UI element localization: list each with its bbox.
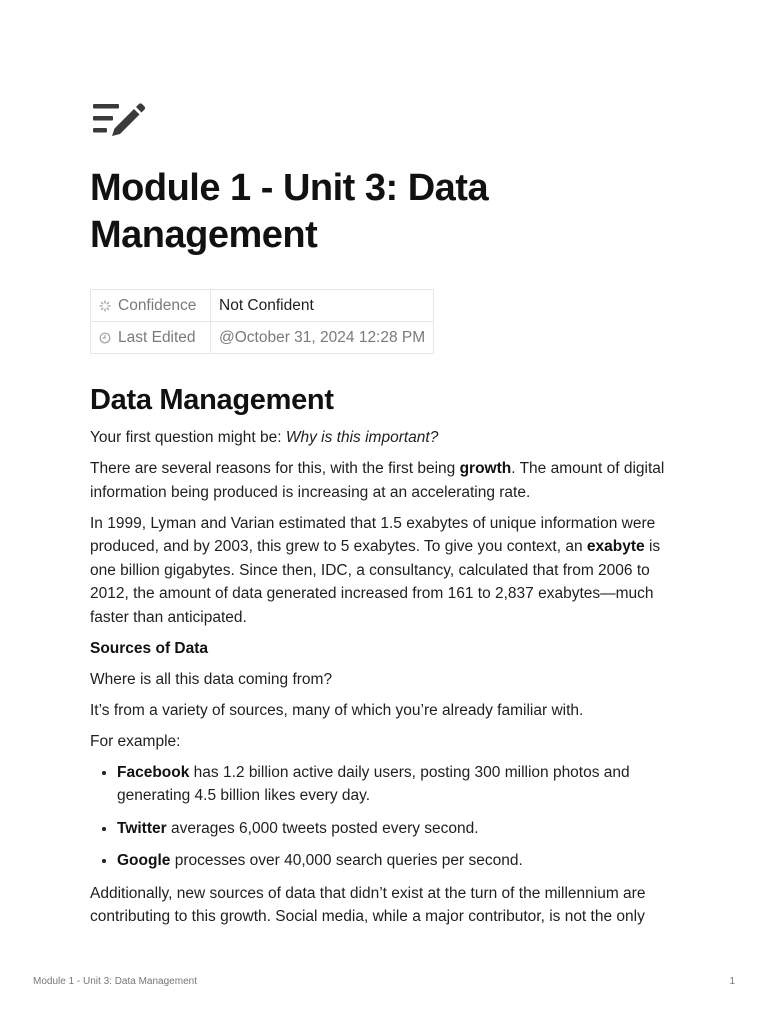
paragraph bbox=[90, 457, 680, 504]
paragraph bbox=[90, 426, 680, 450]
paragraph: For example: bbox=[90, 732, 181, 750]
paragraph-text: In 1999, Lyman and Varian estimated that 1.5 exabytes of unique information were produced, and by 2003, this grew to 5 exabytes. To give you context, an bbox=[90, 514, 656, 555]
paragraph-text: . The amount of digital information being produced is increasing at an accelerating rate. bbox=[90, 460, 665, 501]
paragraph-text: Your first question might be: bbox=[90, 429, 286, 446]
property-name-cell bbox=[91, 322, 211, 354]
bold-text: Facebook bbox=[117, 763, 190, 781]
paragraph: Where is all this data coming from? bbox=[90, 670, 333, 688]
list-item bbox=[117, 849, 680, 873]
bold-text: Twitter bbox=[117, 819, 167, 837]
bold-text: exabyte bbox=[586, 538, 645, 555]
list-item bbox=[117, 761, 680, 808]
paragraph: It’s from a variety of sources, many of which you’re already familiar with. bbox=[90, 701, 584, 719]
page-content bbox=[90, 380, 680, 936]
paragraph-text: There are several reasons for this, with the first being bbox=[90, 460, 460, 477]
property-name-label: Last Edited bbox=[118, 328, 196, 346]
bold-text: growth bbox=[459, 460, 512, 477]
confidence-value[interactable]: Not Confident bbox=[211, 290, 434, 322]
clock-icon bbox=[99, 332, 111, 344]
page-title: Module 1 - Unit 3: Data Management bbox=[90, 167, 489, 256]
italic-text: Why is this important? bbox=[285, 429, 439, 446]
list-item bbox=[117, 817, 680, 841]
property-row-last-edited[interactable] bbox=[91, 322, 434, 354]
property-name-cell bbox=[91, 290, 211, 322]
list-item-text: processes over 40,000 search queries per second. bbox=[170, 852, 523, 869]
last-edited-value[interactable]: @October 31, 2024 12:28 PM bbox=[211, 322, 434, 354]
bold-text: Google bbox=[117, 852, 171, 869]
properties-table bbox=[90, 289, 434, 354]
paragraph-text: is one billion gigabytes. Since then, IDC, a consultancy, calculated that from 2006 to 2012, the amount of data generated increased from 161 to 2,837 exabytes—much faster than anticipated. bbox=[90, 538, 661, 626]
paragraph bbox=[90, 512, 680, 630]
subheading bbox=[90, 637, 680, 661]
note-edit-icon bbox=[90, 100, 146, 142]
status-spinner-icon bbox=[99, 300, 111, 312]
list-item-text: averages 6,000 tweets posted every second. bbox=[166, 819, 479, 837]
page-number: 1 bbox=[729, 976, 735, 987]
section-heading: Data Management bbox=[90, 384, 334, 416]
property-row-confidence[interactable] bbox=[91, 290, 434, 322]
subheading-text: Sources of Data bbox=[90, 639, 209, 657]
footer-title: Module 1 - Unit 3: Data Management bbox=[33, 976, 197, 987]
list-item-text: has 1.2 billion active daily users, posting 300 million photos and generating 4.5 billion likes every day. bbox=[117, 763, 630, 804]
bullet-list bbox=[90, 761, 680, 873]
paragraph: Additionally, new sources of data that didn’t exist at the turn of the millennium are contributing to this growth. Social media, while a major contributor, is not the only bbox=[90, 884, 646, 925]
property-name-label: Confidence bbox=[118, 296, 197, 314]
